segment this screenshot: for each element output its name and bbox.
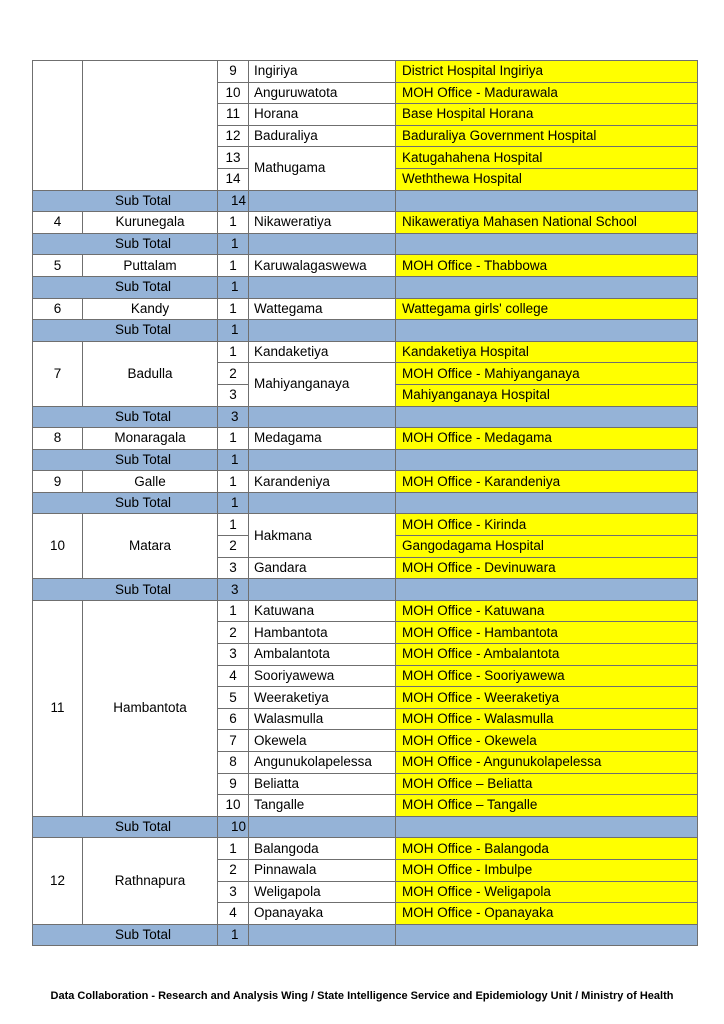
area-cell: Okewela	[249, 730, 396, 752]
district-number-cell: 7	[33, 341, 83, 406]
subtotal-empty-cell	[249, 233, 396, 255]
subtotal-empty-cell	[396, 924, 698, 946]
index-cell: 9	[218, 61, 249, 83]
area-cell: Baduraliya	[249, 125, 396, 147]
district-number-cell: 5	[33, 255, 83, 277]
subtotal-empty-cell	[249, 276, 396, 298]
index-cell: 1	[218, 428, 249, 450]
location-cell: Gangodagama Hospital	[396, 536, 698, 558]
location-cell: MOH Office - Thabbowa	[396, 255, 698, 277]
area-cell: Opanayaka	[249, 903, 396, 925]
subtotal-label: Sub Total	[33, 579, 218, 601]
location-cell: Wattegama girls' college	[396, 298, 698, 320]
index-cell: 2	[218, 622, 249, 644]
location-cell: MOH Office - Imbulpe	[396, 859, 698, 881]
area-cell: Gandara	[249, 557, 396, 579]
index-cell: 10	[218, 795, 249, 817]
location-cell: Weththewa Hospital	[396, 168, 698, 190]
district-name-cell: Matara	[83, 514, 218, 579]
table-row	[33, 255, 698, 277]
area-cell: Nikaweratiya	[249, 212, 396, 234]
location-cell: Katugahahena Hospital	[396, 147, 698, 169]
index-cell: 8	[218, 752, 249, 774]
subtotal-label: Sub Total	[33, 492, 218, 514]
subtotal-empty-cell	[396, 233, 698, 255]
district-number-cell	[33, 61, 83, 191]
location-cell: Mahiyanganaya Hospital	[396, 384, 698, 406]
location-cell: Kandaketiya Hospital	[396, 341, 698, 363]
index-cell: 1	[218, 514, 249, 536]
area-cell: Angunukolapelessa	[249, 752, 396, 774]
index-cell: 3	[218, 384, 249, 406]
area-cell: Hakmana	[249, 514, 396, 557]
index-cell: 14	[218, 168, 249, 190]
index-cell: 2	[218, 859, 249, 881]
table-row	[33, 600, 698, 622]
subtotal-empty-cell	[396, 276, 698, 298]
subtotal-empty-cell	[249, 579, 396, 601]
location-cell: MOH Office - Hambantota	[396, 622, 698, 644]
subtotal-row	[33, 276, 698, 298]
subtotal-label: Sub Total	[33, 190, 218, 212]
district-number-cell: 10	[33, 514, 83, 579]
district-name-cell: Badulla	[83, 341, 218, 406]
location-cell: MOH Office - Sooriyawewa	[396, 665, 698, 687]
subtotal-empty-cell	[249, 406, 396, 428]
location-cell: MOH Office - Weeraketiya	[396, 687, 698, 709]
subtotal-row	[33, 449, 698, 471]
subtotal-label: Sub Total	[33, 233, 218, 255]
location-cell: MOH Office - Okewela	[396, 730, 698, 752]
table-row	[33, 838, 698, 860]
index-cell: 7	[218, 730, 249, 752]
subtotal-empty-cell	[396, 190, 698, 212]
subtotal-empty-cell	[396, 406, 698, 428]
table-row	[33, 341, 698, 363]
index-cell: 10	[218, 82, 249, 104]
location-cell: MOH Office - Madurawala	[396, 82, 698, 104]
district-name-cell: Kandy	[83, 298, 218, 320]
location-cell: MOH Office - Balangoda	[396, 838, 698, 860]
subtotal-value: 1	[218, 276, 249, 298]
location-cell: Baduraliya Government Hospital	[396, 125, 698, 147]
district-number-cell: 8	[33, 428, 83, 450]
district-number-cell: 4	[33, 212, 83, 234]
location-cell: MOH Office – Tangalle	[396, 795, 698, 817]
index-cell: 1	[218, 471, 249, 493]
subtotal-value: 1	[218, 320, 249, 342]
subtotal-empty-cell	[249, 492, 396, 514]
area-cell: Karuwalagaswewa	[249, 255, 396, 277]
table-row	[33, 428, 698, 450]
location-cell: MOH Office - Angunukolapelessa	[396, 752, 698, 774]
district-number-cell: 6	[33, 298, 83, 320]
area-cell: Wattegama	[249, 298, 396, 320]
subtotal-empty-cell	[249, 449, 396, 471]
subtotal-empty-cell	[249, 816, 396, 838]
index-cell: 1	[218, 600, 249, 622]
subtotal-label: Sub Total	[33, 816, 218, 838]
subtotal-label: Sub Total	[33, 406, 218, 428]
index-cell: 1	[218, 255, 249, 277]
area-cell: Pinnawala	[249, 859, 396, 881]
index-cell: 4	[218, 665, 249, 687]
location-cell: MOH Office - Medagama	[396, 428, 698, 450]
subtotal-empty-cell	[249, 924, 396, 946]
subtotal-label: Sub Total	[33, 924, 218, 946]
subtotal-row	[33, 492, 698, 514]
subtotal-empty-cell	[249, 190, 396, 212]
subtotal-value: 10	[218, 816, 249, 838]
subtotal-value: 1	[218, 492, 249, 514]
subtotal-empty-cell	[396, 320, 698, 342]
area-cell: Beliatta	[249, 773, 396, 795]
district-name-cell: Kurunegala	[83, 212, 218, 234]
subtotal-empty-cell	[396, 492, 698, 514]
location-cell: MOH Office - Mahiyanganaya	[396, 363, 698, 385]
index-cell: 5	[218, 687, 249, 709]
index-cell: 1	[218, 838, 249, 860]
table-body	[33, 61, 698, 946]
subtotal-empty-cell	[396, 449, 698, 471]
index-cell: 3	[218, 881, 249, 903]
subtotal-value: 14	[218, 190, 249, 212]
location-cell: MOH Office – Beliatta	[396, 773, 698, 795]
district-name-cell: Galle	[83, 471, 218, 493]
subtotal-row	[33, 816, 698, 838]
location-cell: MOH Office - Weligapola	[396, 881, 698, 903]
area-cell: Karandeniya	[249, 471, 396, 493]
location-cell: MOH Office - Walasmulla	[396, 708, 698, 730]
location-cell: MOH Office - Kirinda	[396, 514, 698, 536]
area-cell: Mathugama	[249, 147, 396, 190]
table-row	[33, 212, 698, 234]
area-cell: Weligapola	[249, 881, 396, 903]
area-cell: Ingiriya	[249, 61, 396, 83]
subtotal-value: 1	[218, 233, 249, 255]
index-cell: 1	[218, 341, 249, 363]
location-cell: MOH Office - Opanayaka	[396, 903, 698, 925]
page-footer: Data Collaboration - Research and Analysis Wing / State Intelligence Service and Epidemiology Unit / Ministry of Health	[50, 990, 674, 1002]
subtotal-label: Sub Total	[33, 276, 218, 298]
area-cell: Mahiyanganaya	[249, 363, 396, 406]
subtotal-value: 1	[218, 449, 249, 471]
subtotal-row	[33, 406, 698, 428]
index-cell: 9	[218, 773, 249, 795]
area-cell: Kandaketiya	[249, 341, 396, 363]
area-cell: Hambantota	[249, 622, 396, 644]
table-row	[33, 471, 698, 493]
subtotal-empty-cell	[396, 579, 698, 601]
vaccination-location-table	[32, 60, 698, 946]
area-cell: Katuwana	[249, 600, 396, 622]
index-cell: 3	[218, 557, 249, 579]
area-cell: Walasmulla	[249, 708, 396, 730]
subtotal-row	[33, 233, 698, 255]
index-cell: 2	[218, 363, 249, 385]
subtotal-row	[33, 579, 698, 601]
area-cell: Weeraketiya	[249, 687, 396, 709]
index-cell: 13	[218, 147, 249, 169]
index-cell: 11	[218, 104, 249, 126]
district-name-cell: Rathnapura	[83, 838, 218, 924]
district-name-cell: Monaragala	[83, 428, 218, 450]
location-cell: MOH Office - Karandeniya	[396, 471, 698, 493]
location-cell: District Hospital Ingiriya	[396, 61, 698, 83]
area-cell: Medagama	[249, 428, 396, 450]
subtotal-label: Sub Total	[33, 320, 218, 342]
location-cell: MOH Office - Devinuwara	[396, 557, 698, 579]
subtotal-label: Sub Total	[33, 449, 218, 471]
index-cell: 12	[218, 125, 249, 147]
subtotal-row	[33, 924, 698, 946]
district-name-cell: Puttalam	[83, 255, 218, 277]
subtotal-value: 3	[218, 579, 249, 601]
area-cell: Balangoda	[249, 838, 396, 860]
area-cell: Horana	[249, 104, 396, 126]
district-number-cell: 11	[33, 600, 83, 816]
table-row	[33, 298, 698, 320]
table-row	[33, 514, 698, 536]
index-cell: 6	[218, 708, 249, 730]
location-cell: MOH Office - Katuwana	[396, 600, 698, 622]
location-cell: MOH Office - Ambalantota	[396, 644, 698, 666]
subtotal-row	[33, 320, 698, 342]
location-cell: Base Hospital Horana	[396, 104, 698, 126]
district-number-cell: 12	[33, 838, 83, 924]
subtotal-empty-cell	[396, 816, 698, 838]
subtotal-row	[33, 190, 698, 212]
index-cell: 2	[218, 536, 249, 558]
table-row	[33, 61, 698, 83]
area-cell: Tangalle	[249, 795, 396, 817]
area-cell: Sooriyawewa	[249, 665, 396, 687]
index-cell: 3	[218, 644, 249, 666]
subtotal-empty-cell	[249, 320, 396, 342]
area-cell: Anguruwatota	[249, 82, 396, 104]
district-name-cell: Hambantota	[83, 600, 218, 816]
subtotal-value: 1	[218, 924, 249, 946]
index-cell: 4	[218, 903, 249, 925]
district-number-cell: 9	[33, 471, 83, 493]
index-cell: 1	[218, 298, 249, 320]
subtotal-value: 3	[218, 406, 249, 428]
district-name-cell	[83, 61, 218, 191]
area-cell: Ambalantota	[249, 644, 396, 666]
location-cell: Nikaweratiya Mahasen National School	[396, 212, 698, 234]
index-cell: 1	[218, 212, 249, 234]
